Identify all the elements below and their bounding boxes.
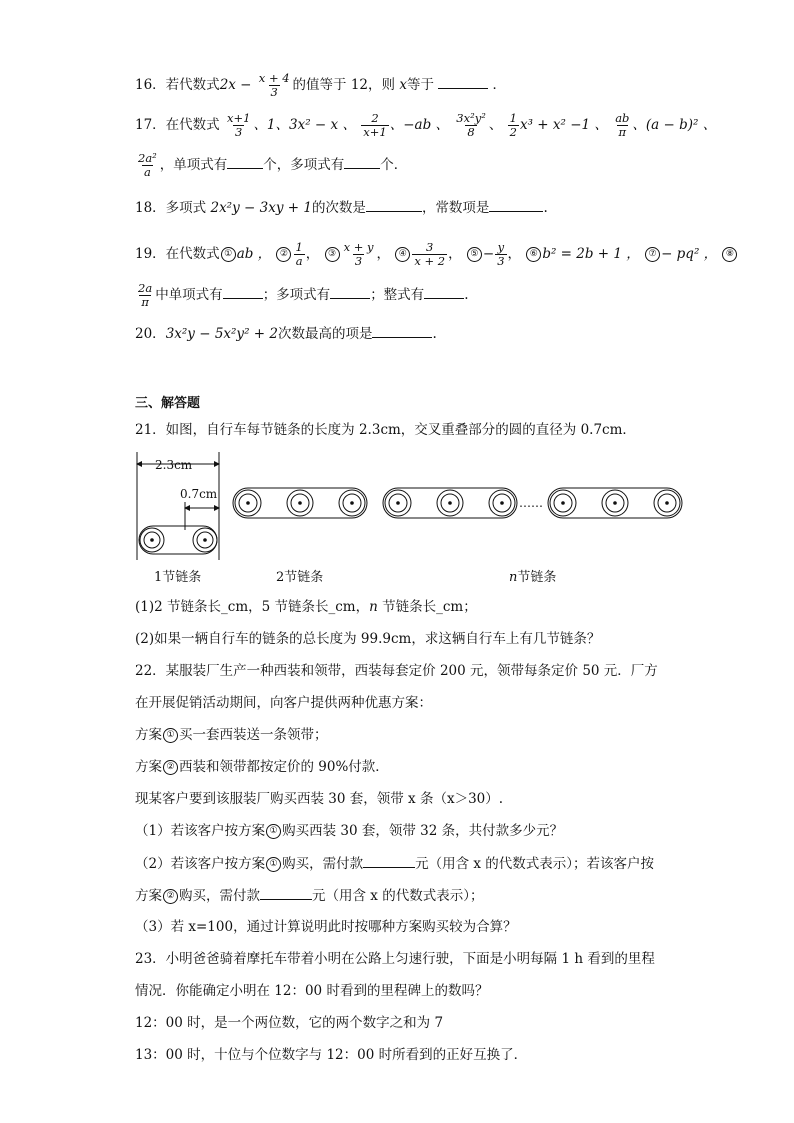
q18-end: .: [543, 200, 548, 216]
circled-1-icon: ①: [266, 824, 281, 839]
q16-var: x: [399, 77, 407, 93]
q19-e4: ，: [448, 246, 462, 262]
q20-text: 20．: [135, 326, 166, 342]
plan1-desc: 买一套西装送一条领带；: [179, 727, 328, 743]
q17-t5: 、(a − b)² 、: [632, 117, 717, 133]
q17-blank-monomial[interactable]: [227, 154, 263, 169]
q18-expr: 2x²y − 3xy + 1: [210, 200, 312, 216]
q22-blank-plan1[interactable]: [363, 853, 415, 868]
q17-t6: ，单项式有: [159, 157, 228, 173]
q18-mid2: ，常数项是: [421, 200, 490, 216]
q20-mid: 次数最高的项是: [277, 326, 373, 342]
q17-text: 17．在代数式: [135, 117, 220, 133]
q19-text: 19．在代数式: [135, 246, 220, 262]
q19-blank-integral[interactable]: [424, 284, 464, 299]
circled-4-icon: ④: [395, 247, 410, 262]
q22-p2-plan2d: 元（用含 x 的代数式表示）；: [312, 888, 484, 904]
question-22-part2: [135, 853, 654, 874]
label-length: 2.3cm: [155, 458, 193, 472]
q16-text: 16．若代数式: [135, 77, 220, 93]
q19-e1: ab ，: [236, 246, 272, 262]
question-21-part2: (2)如果一辆自行车的链条的总长度为 99.9cm，求这辆自行车上有几节链条？: [135, 631, 601, 647]
question-21-part1: [135, 597, 477, 617]
q18-blank-constant[interactable]: [489, 197, 543, 212]
question-22-part2-cont: [135, 885, 483, 906]
q16-end: ．: [492, 77, 507, 93]
q17-t3: 、: [488, 117, 503, 133]
q22-p2a: （2）若该客户按方案: [135, 856, 266, 872]
q17-f3-num: 3x²y²: [456, 111, 486, 125]
q17-t4: x³ + x² −1 、: [519, 117, 608, 133]
section-title: 三、解答题: [135, 396, 201, 411]
plan2-desc: 西装和领带都按定价的 90%付款．: [179, 759, 389, 775]
q20-expr: 3x²y − 5x²y² + 2: [165, 326, 278, 342]
plan1-label: 方案: [135, 727, 162, 743]
q18-mid: 的次数是: [311, 200, 366, 216]
q20-answer-blank[interactable]: [372, 323, 432, 338]
q19-f2-num: 1: [295, 240, 303, 254]
q17-frac3: [454, 112, 488, 139]
q19-t1: 中单项式有: [155, 287, 223, 303]
question-22-line5: 现某客户要到该服装厂购买西装 30 套，领带 x 条（x＞30）.: [135, 791, 504, 807]
q17-frac5: [613, 112, 631, 139]
q19-e2: ，: [305, 246, 320, 262]
q19-e7: − pq² ，: [661, 246, 718, 262]
q19-frac8: [136, 282, 154, 309]
q19-f3-den: 3: [354, 254, 363, 268]
q22-p2-plan2b: 购买，需付款: [179, 888, 260, 904]
caption-2-links: 2节链条: [276, 570, 324, 585]
q16-frac-num: x + 4: [258, 71, 290, 85]
q16-answer-blank[interactable]: [438, 74, 488, 89]
circled-1-icon: ①: [221, 247, 236, 262]
q19-f8-num: 2a: [138, 281, 153, 295]
q19-f4-den: x + 2: [414, 254, 446, 268]
question-16: [135, 72, 506, 99]
q17-f1-den: 3: [235, 125, 243, 139]
question-23-line4: 13：00 时，十位与个位数字与 12：00 时所看到的正好互换了．: [135, 1047, 528, 1063]
question-23-line3: 12：00 时，是一个两位数，它的两个数字之和为 7: [135, 1015, 444, 1031]
circled-1-icon: ①: [266, 857, 281, 872]
q22-p2d: 元（用含 x 的代数式表示）；若该客户按: [415, 856, 655, 872]
q17-f4-num: 1: [509, 111, 517, 125]
caption-n-text: 节链条: [517, 570, 557, 585]
label-diameter: 0.7cm: [180, 487, 218, 501]
q17-frac2: [361, 112, 388, 139]
question-19-cont: [135, 282, 468, 309]
circled-1-icon: ①: [163, 728, 178, 743]
q19-blank-polynomial[interactable]: [330, 284, 370, 299]
question-17: [135, 112, 716, 139]
question-22-part3: （3）若 x=100，通过计算说明此时按哪种方案购买较为合算？: [135, 919, 517, 935]
q17-f4-den: 2: [509, 125, 517, 139]
circled-2-icon: ②: [276, 247, 291, 262]
q17-f5-den: π: [618, 125, 627, 139]
q19-frac4: [412, 241, 447, 268]
question-22-plan1: [135, 725, 328, 745]
q19-e3: ，: [376, 246, 391, 262]
question-22-line1: 22．某服装厂生产一种西装和领带，西装每套定价 200 元，领带每条定价 50 元．厂方: [135, 663, 658, 679]
circled-7-icon: ⑦: [645, 247, 660, 262]
q17-blank-polynomial[interactable]: [344, 154, 380, 169]
q19-t3: ；整式有: [370, 287, 425, 303]
ellipsis: ……: [519, 496, 543, 510]
question-23-line2: 情况．你能确定小明在 12：00 时看到的里程碑上的数吗？: [135, 983, 489, 999]
q17-frac6: [136, 152, 159, 179]
q18-text: 18．多项式: [135, 200, 207, 216]
q22-p2-plan2a: 方案: [135, 888, 162, 904]
q17-f6-den: a: [143, 165, 151, 179]
question-23-line1: 23．小明爸爸骑着摩托车带着小明在公路上匀速行驶，下面是小明每隔 1 h 看到的里程: [135, 951, 655, 967]
q19-f5-den: 3: [497, 254, 505, 268]
question-18: [135, 197, 548, 218]
caption-1-link: 1节链条: [154, 570, 202, 585]
circled-6-icon: ⑥: [526, 247, 541, 262]
q17-f3-den: 8: [467, 125, 475, 139]
q16-fraction: [257, 72, 292, 99]
q22-p1b: 购买西装 30 套，领带 32 条，共付款多少元？: [282, 823, 564, 839]
q16-frac-den: 3: [270, 85, 278, 99]
question-20: [135, 323, 437, 344]
q19-t2: ；多项式有: [262, 287, 331, 303]
question-22-part1: [135, 821, 563, 841]
question-22-line2: 在开展促销活动期间，向客户提供两种优惠方案：: [135, 695, 432, 711]
q19-frac3: [342, 241, 376, 268]
q16-mid: 的值等于 12，则: [292, 77, 396, 93]
q17-t1: 、1、3x² − x 、: [253, 117, 356, 133]
circled-8-icon: ⑧: [722, 247, 737, 262]
q19-frac2: [293, 241, 304, 268]
q17-frac1: [225, 112, 252, 139]
q16-tail: 等于: [406, 77, 434, 93]
circled-3-icon: ③: [325, 247, 340, 262]
caption-n: n: [509, 570, 518, 585]
q19-e5: −: [482, 246, 495, 262]
circled-2-icon: ②: [163, 760, 178, 775]
q21-p1: (1)2 节链条长_cm，5 节链条长_cm，: [135, 599, 370, 615]
q17-f2-den: x+1: [363, 125, 387, 139]
q19-e5b: ，: [507, 246, 522, 262]
q16-expr: 2x −: [219, 77, 252, 93]
q18-blank-degree[interactable]: [366, 197, 422, 212]
q17-f6-num: 2a²: [138, 151, 157, 165]
q19-f5-num: y: [497, 240, 505, 254]
q17-t7: 个，多项式有: [263, 157, 345, 173]
q17-t2: 、−ab 、: [389, 117, 449, 133]
q17-f2-num: 2: [371, 111, 379, 125]
q22-p1a: （1）若该客户按方案: [135, 823, 266, 839]
q17-frac4: [508, 112, 519, 139]
q19-frac5: [495, 241, 506, 268]
question-22-plan2: [135, 757, 389, 777]
q19-e6: b² = 2b + 1 ，: [542, 246, 640, 262]
q22-blank-plan2[interactable]: [260, 885, 312, 900]
q19-f8-den: π: [141, 295, 149, 309]
circled-2-icon: ②: [163, 889, 178, 904]
q21-p1b: 节链条长_cm；: [377, 599, 477, 615]
q17-t8: 个．: [380, 157, 408, 173]
caption-n-links: [509, 566, 556, 585]
q19-end: .: [464, 287, 469, 303]
question-17-cont: [135, 152, 407, 179]
q17-f1-num: x+1: [226, 111, 251, 125]
q20-end: .: [432, 326, 437, 342]
two-links-diagram: [233, 488, 367, 518]
plan2-label: 方案: [135, 759, 162, 775]
circled-5-icon: ⑤: [467, 247, 482, 262]
q19-f2-den: a: [295, 254, 303, 268]
q19-f3-num: x + y: [343, 240, 374, 254]
q19-blank-monomial[interactable]: [223, 284, 263, 299]
question-21-stem: 21．如图，自行车每节链条的长度为 2.3cm，交叉重叠部分的圆的直径为 0.7cm．: [135, 422, 636, 438]
q21-p1-n: n: [369, 599, 378, 615]
q22-p2b: 购买，需付款: [282, 856, 364, 872]
q17-f5-num: ab: [615, 111, 630, 125]
question-19: [135, 241, 738, 268]
q19-f4-num: 3: [426, 240, 434, 254]
chain-figure: [125, 450, 695, 590]
